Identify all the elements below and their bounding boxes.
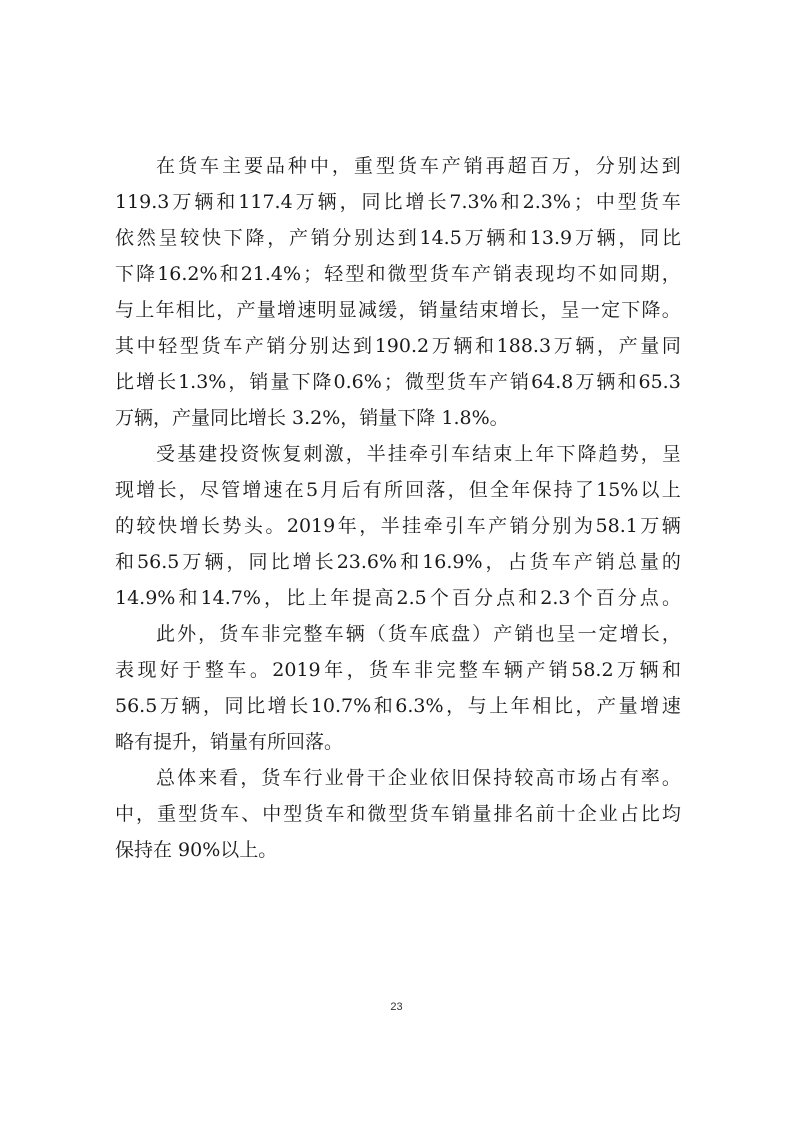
page-number: 23 xyxy=(390,1001,403,1013)
text-line: 下 降 16.2% 和 21.4% ； 轻 型 和 微 型 货 车 产 销 表 现 均 不 如 同 期 ， xyxy=(115,263,681,285)
text-line: 依 然 呈 较 快 下 降 ， 产 销 分 别 达 到 14.5 万 辆 和 13.9 万 辆 ， 同 比 xyxy=(115,227,681,249)
paragraph-market-share xyxy=(115,760,681,868)
text-line: 此 外 ， 货 车 非 完 整 车 辆 （ 货 车 底 盘 ） 产 销 也 呈 一 定 增 长 ， xyxy=(156,623,681,645)
text-line: 其 中 轻 型 货 车 产 销 分 别 达 到 190.2 万 辆 和 188.3 万 辆 ， 产 量 同 xyxy=(115,335,681,357)
body-text xyxy=(115,148,681,868)
text-line: 现 增 长 ， 尽 管 增 速 在 5 月 后 有 所 回 落 ， 但 全 年 保 持 了 15% 以 上 xyxy=(115,479,681,501)
text-line: 56.5 万 辆 ， 同 比 增 长 10.7% 和 6.3% ， 与 上 年 相 比 ， 产 量 增 速 xyxy=(115,695,681,717)
paragraph-heavy-medium-light-trucks xyxy=(115,148,681,436)
text-line: 表 现 好 于 整 车 。 2019 年 ， 货 车 非 完 整 车 辆 产 销 58.2 万 辆 和 xyxy=(115,659,681,681)
text-line: 119.3 万 辆 和 117.4 万 辆 ， 同 比 增 长 7.3% 和 2.3% ； 中 型 货 车 xyxy=(115,191,681,213)
text-line: 的 较 快 增 长 势 头 。 2019 年 ， 半 挂 牵 引 车 产 销 分 别 为 58.1 万 辆 xyxy=(115,515,681,537)
text-line: 略有提升，销量有所回落。 xyxy=(115,731,344,753)
text-line: 14.9% 和 14.7% ， 比 上 年 提 高 2.5 个 百 分 点 和 2.3 个 百 分 点 。 xyxy=(115,587,681,609)
text-line: 总 体 来 看 ， 货 车 行 业 骨 干 企 业 依 旧 保 持 较 高 市 场 占 有 率 。 xyxy=(156,767,681,789)
text-line: 与 上 年 相 比 ， 产 量 增 速 明 显 减 缓 ， 销 量 结 束 增 长 ， 呈 一 定 下 降 。 xyxy=(115,299,681,321)
text-line: 比 增 长 1.3% ， 销 量 下 降 0.6% ； 微 型 货 车 产 销 64.8 万 辆 和 65.3 xyxy=(115,371,681,393)
text-line: 和 56.5 万 辆 ， 同 比 增 长 23.6% 和 16.9% ， 占 货 车 产 销 总 量 的 xyxy=(115,551,681,573)
paragraph-incomplete-vehicles xyxy=(115,616,681,760)
text-line: 在 货 车 主 要 品 种 中 ， 重 型 货 车 产 销 再 超 百 万 ， 分 别 达 到 xyxy=(156,155,681,177)
text-line: 中 ， 重 型 货 车 、 中 型 货 车 和 微 型 货 车 销 量 排 名 前 十 企 业 占 比 均 xyxy=(115,803,681,825)
paragraph-semi-trailer-tractors xyxy=(115,436,681,616)
text-line: 保持在 90%以上。 xyxy=(115,839,278,861)
text-line: 受 基 建 投 资 恢 复 刺 激 ， 半 挂 牵 引 车 结 束 上 年 下 降 趋 势 ， 呈 xyxy=(156,443,681,465)
text-line: 万辆，产量同比增长 3.2%，销量下降 1.8%。 xyxy=(115,407,509,429)
